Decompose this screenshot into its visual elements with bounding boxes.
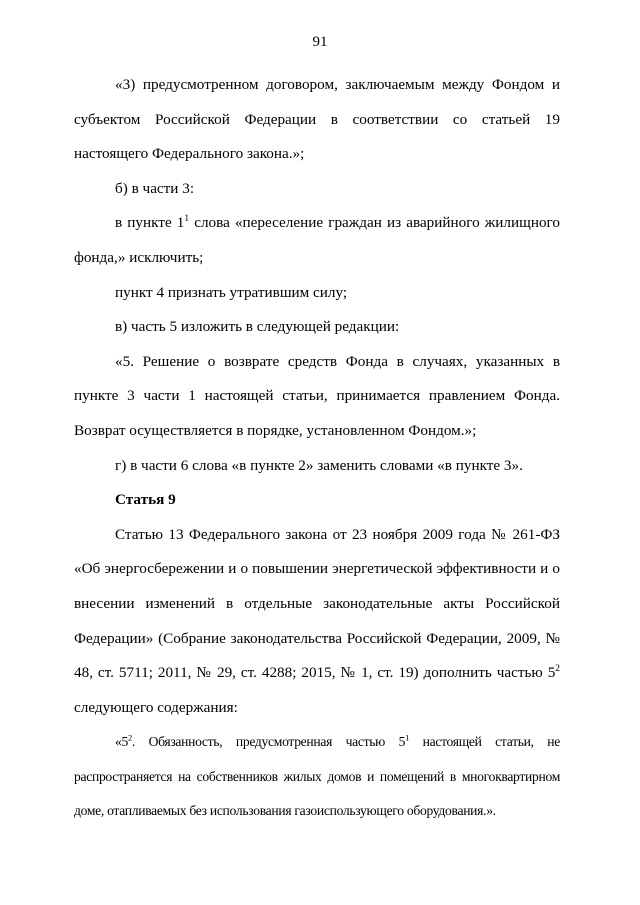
paragraph-quote-5: «5. Решение о возврате средств Фонда в случаях, указанных в пункте 3 части 1 настоящей статьи, принимается правлением Фонда. Возврат осуществляется в порядке, установленном Фондом.»;	[74, 352, 560, 439]
paragraph-part-3: б) в части 3:	[115, 179, 195, 197]
text-fragment: следующего содержания:	[74, 698, 238, 716]
article-heading: Статья 9	[115, 491, 176, 509]
text-fragment: «5	[115, 734, 128, 750]
paragraph-article-13	[74, 518, 560, 726]
superscript: 2	[128, 732, 132, 743]
paragraph-point-4: пункт 4 признать утратившим силу;	[115, 283, 348, 301]
page-number: 91	[312, 34, 328, 50]
text-fragment: слова «переселение граждан из аварийного жилищного фонда,» исключить;	[74, 214, 560, 266]
text-fragment: Статью 13 Федерального закона от 23 ноября 2009 года № 261-ФЗ «Об энергосбережении и о повышении энергетической эффективности и о внесении изменений в отдельные законодательные акты Российской Федерации» (Собрание законодательства Российской Федерации, 2009, № 48, ст. 5711; 2011, № 29, ст. 4288; 2015, № 1, ст. 19) дополнить частью 5	[74, 525, 560, 682]
text-fragment: в пункте 1	[115, 214, 185, 232]
paragraph-part-6: г) в части 6 слова «в пункте 2» заменить словами «в пункте 3».	[115, 456, 523, 474]
text-fragment: настоящей статьи, не распространяется на собственников жилых домов и помещений в многоквартирном доме, отапливаемых без использования газоиспользующего оборудования.».	[74, 734, 561, 819]
paragraph-point-1-1	[74, 206, 560, 275]
superscript: 1	[405, 732, 410, 743]
text-fragment: . Обязанность, предусмотренная частью 5	[131, 734, 406, 750]
paragraph-part-5: в) часть 5 изложить в следующей редакции:	[115, 318, 400, 336]
superscript: 2	[555, 663, 560, 674]
superscript: 1	[184, 214, 190, 225]
paragraph-quote-5-2	[74, 725, 560, 829]
paragraph-quote-3: «3) предусмотренном договором, заключаемым между Фондом и субъектом Российской Федерации в соответствии со статьей 19 настоящего Федерального закона.»;	[74, 76, 560, 163]
document-body	[74, 68, 560, 829]
